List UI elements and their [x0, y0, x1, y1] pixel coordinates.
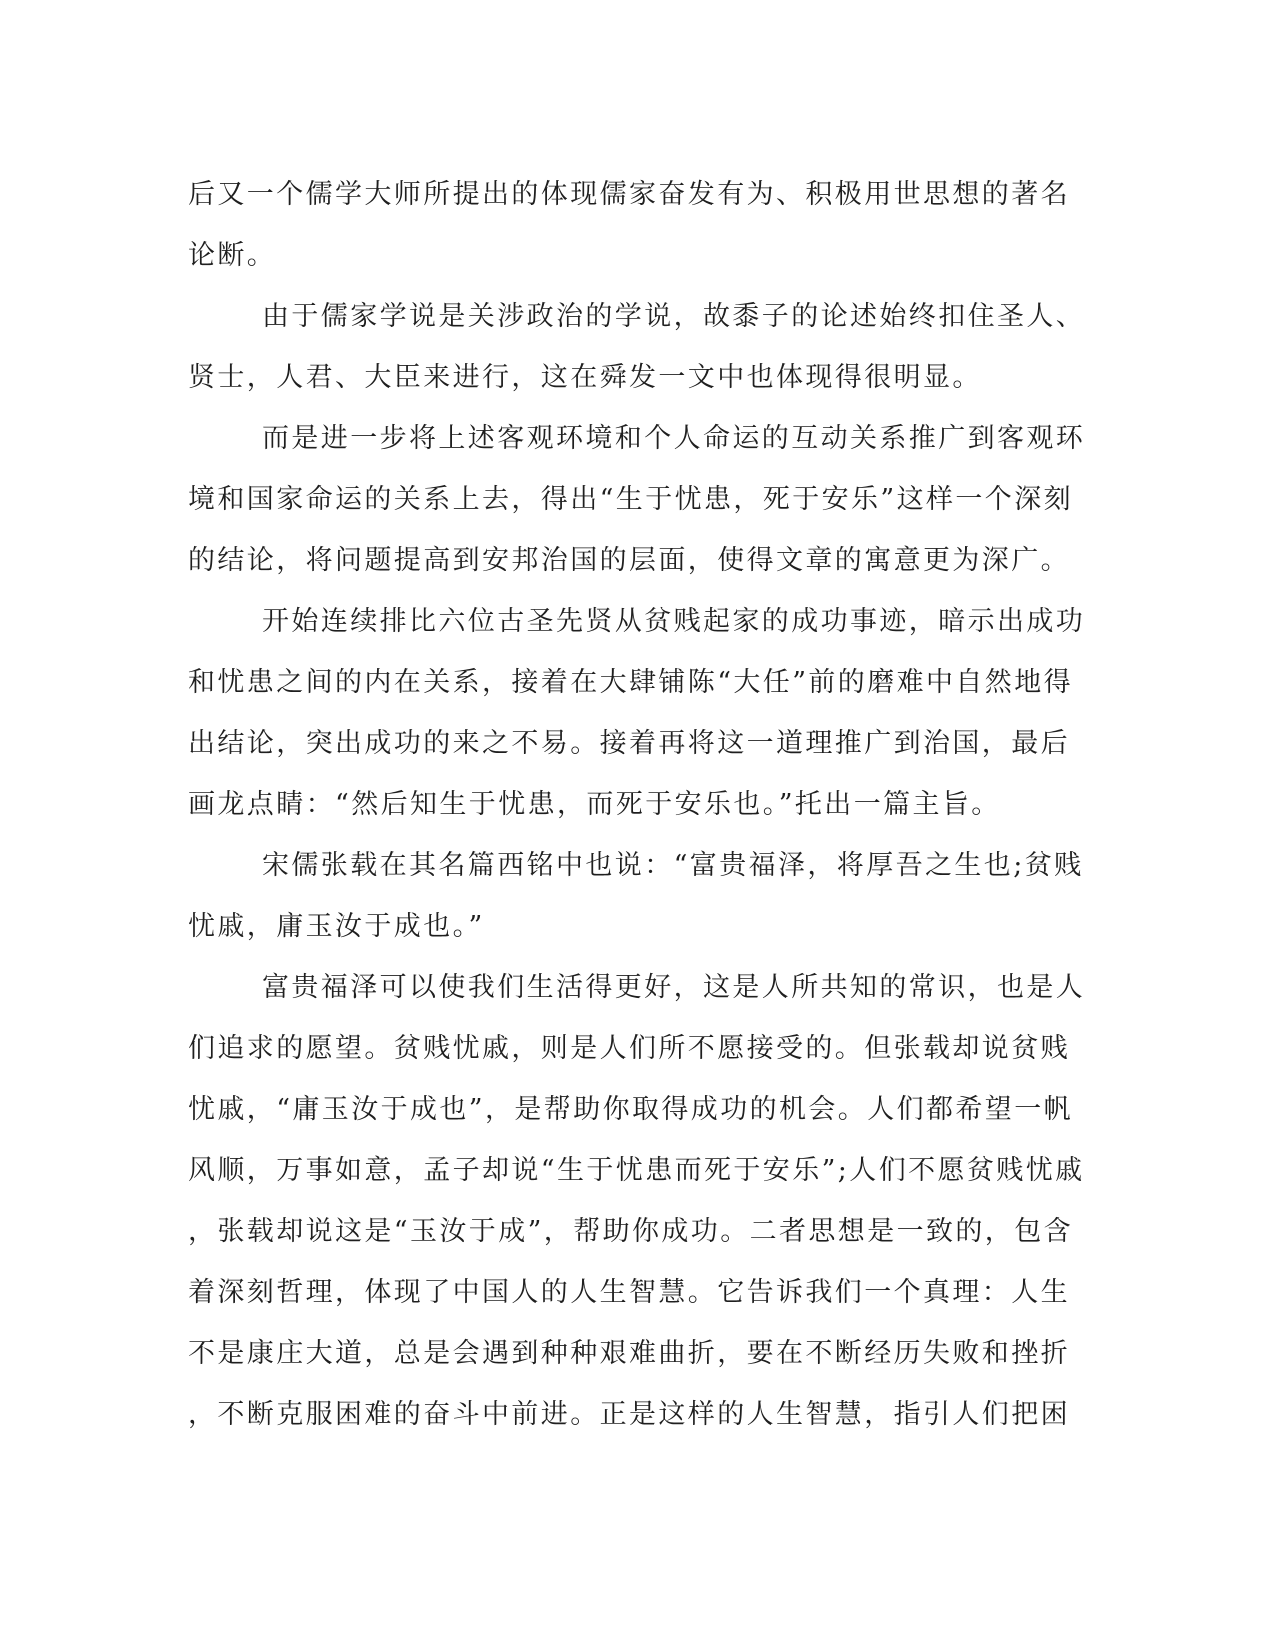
text-line: 和忧患之间的内在关系，接着在大肆铺陈“大任”前的磨难中自然地得	[188, 667, 1074, 698]
text-line: 境和国家命运的关系上去，得出“生于忧患，死于安乐”这样一个深刻	[188, 484, 1074, 515]
document-body	[188, 164, 1086, 1445]
text-line: 出结论，突出成功的来之不易。接着再将这一道理推广到治国，最后	[188, 728, 1070, 759]
text-line: 而是进一步将上述客观环境和个人命运的互动关系推广到客观环	[262, 423, 1086, 454]
text-line: 们追求的愿望。贫贱忧戚，则是人们所不愿接受的。但张载却说贫贱	[188, 1033, 1070, 1064]
text-line: 画龙点睛：“然后知生于忧患，而死于安乐也。”托出一篇主旨。	[188, 789, 1001, 820]
text-line: 论断。	[188, 240, 277, 271]
text-line: 的结论，将问题提高到安邦治国的层面，使得文章的寓意更为深广。	[188, 545, 1070, 576]
text-line: 后又一个儒学大师所提出的体现儒家奋发有为、积极用世思想的著名	[188, 179, 1070, 210]
text-line: 忧戚，庸玉汝于成也。”	[188, 911, 485, 942]
text-line: 贤士，人君、大臣来进行，这在舜发一文中也体现得很明显。	[188, 362, 982, 393]
text-line: 不是康庄大道，总是会遇到种种艰难曲折，要在不断经历失败和挫折	[188, 1338, 1070, 1369]
text-line: ，张载却说这是“玉汝于成”，帮助你成功。二者思想是一致的，包含	[188, 1216, 1074, 1247]
text-line: ，不断克服困难的奋斗中前进。正是这样的人生智慧，指引人们把困	[188, 1399, 1070, 1430]
text-line: 宋儒张载在其名篇西铭中也说：“富贵福泽，将厚吾之生也;贫贱	[262, 850, 1084, 881]
text-line: 开始连续排比六位古圣先贤从贫贱起家的成功事迹，暗示出成功	[262, 606, 1086, 637]
text-line: 由于儒家学说是关涉政治的学说，故黍子的论述始终扣住圣人、	[262, 301, 1086, 332]
text-line: 着深刻哲理，体现了中国人的人生智慧。它告诉我们一个真理：人生	[188, 1277, 1070, 1308]
text-line: 风顺，万事如意，孟子却说“生于忧患而死于安乐”;人们不愿贫贱忧戚	[188, 1155, 1085, 1186]
text-line: 富贵福泽可以使我们生活得更好，这是人所共知的常识，也是人	[262, 972, 1086, 1003]
text-line: 忧戚，“庸玉汝于成也”，是帮助你取得成功的机会。人们都希望一帆	[188, 1094, 1074, 1125]
